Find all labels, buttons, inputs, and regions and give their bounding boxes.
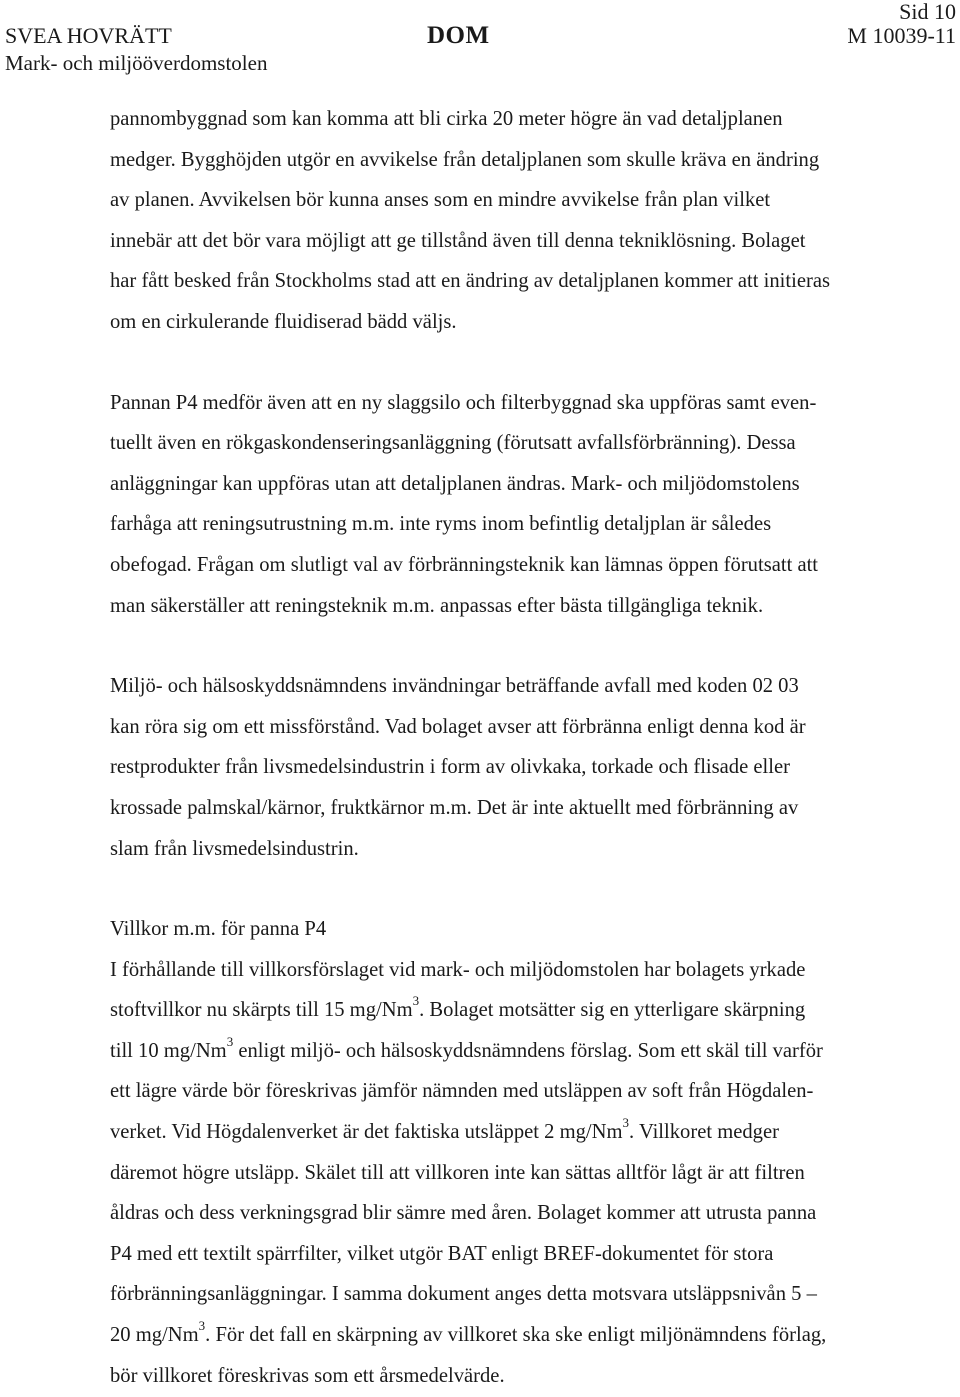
text-line: innebär att det bör vara möjligt att ge tillstånd även till denna tekniklösning. Bolaget [110, 229, 806, 252]
text-line: obefogad. Frågan om slutligt val av förbränningsteknik kan lämnas öppen förutsatt att [110, 553, 819, 576]
text-line: bör villkoret föreskrivas som ett årsmedelvärde. [110, 1364, 505, 1387]
text-line: Miljö- och hälsoskyddsnämndens invändningar beträffande avfall med koden 02 03 [110, 675, 799, 698]
text-line: om en cirkulerande fluidiserad bädd väljs. [110, 310, 457, 333]
text-segment: . Bolaget motsätter sig en ytterligare skärpning [419, 999, 806, 1022]
document-body [110, 99, 936, 1396]
text-line [110, 1031, 936, 1072]
text-line: förbränningsanläggningar. I samma dokument anges detta motsvara utsläppsnivån 5 – [110, 1283, 817, 1306]
text-segment: enligt miljö- och hälsoskyddsnämndens förslag. Som ett skäl till varför [233, 1039, 823, 1062]
document-type: DOM [427, 22, 490, 49]
text-line: man säkerställer att reningsteknik m.m. anpassas efter bästa tillgängliga teknik. [110, 594, 764, 617]
paragraph-gap [110, 626, 936, 666]
superscript: 3 [412, 993, 420, 1009]
section-heading [110, 909, 936, 950]
text-line: Pannan P4 medför även att en ny slaggsilo och filterbyggnad ska uppföras samt even- [110, 391, 817, 414]
text-line: kan röra sig om ett missförstånd. Vad bolaget avser att förbränna enligt denna kod är [110, 715, 806, 738]
court-name: SVEA HOVRÄTT [5, 23, 172, 48]
text-line: I förhållande till villkorsförslaget vid mark- och miljödomstolen har bolagets yrkade [110, 958, 806, 981]
paragraph [110, 383, 936, 627]
paragraph [110, 666, 936, 869]
paragraph-gap [110, 869, 936, 909]
text-line: har fått besked från Stockholms stad att en ändring av detaljplanen kommer att initieras [110, 270, 830, 293]
text-line: däremot högre utsläpp. Skälet till att villkoren inte kan sättas alltför lågt är att filtren [110, 1161, 805, 1184]
page-number: Sid 10 [899, 0, 956, 24]
text-line: pannombyggnad som kan komma att bli cirka 20 meter högre än vad detaljplanen [110, 108, 783, 130]
text-line: anläggningar kan uppföras utan att detaljplanen ändras. Mark- och miljödomstolens [110, 472, 800, 495]
paragraph [110, 99, 936, 343]
text-line [110, 1315, 936, 1356]
superscript: 3 [622, 1115, 630, 1131]
division-name: Mark- och miljööverdomstolen [5, 51, 268, 75]
text-line: tuellt även en rökgaskondenseringsanläggning (förutsatt avfallsförbränning). Dessa [110, 432, 796, 455]
text-line [110, 1112, 936, 1153]
text-segment: . Villkoret medger [629, 1121, 779, 1144]
page-header [0, 0, 960, 80]
text-line: åldras och dess verkningsgrad blir sämre med åren. Bolaget kommer att utrusta panna [110, 1202, 817, 1225]
text-line: av planen. Avvikelsen bör kunna anses som en mindre avvikelse från plan vilket [110, 189, 771, 212]
text-segment: verket. Vid Högdalenverket är det faktiska utsläppet 2 mg/Nm [110, 1121, 623, 1144]
text-segment: till 10 mg/Nm [110, 1039, 227, 1062]
text-line: krossade palmskal/kärnor, fruktkärnor m.m. Det är inte aktuellt med förbränning av [110, 796, 799, 819]
text-segment: . För det fall en skärpning av villkoret ska ske enligt miljönämndens förlag, [205, 1324, 827, 1347]
text-line: P4 med ett textilt spärrfilter, vilket utgör BAT enligt BREF-dokumentet för stora [110, 1242, 774, 1265]
paragraph-gap [110, 343, 936, 383]
text-line: ett lägre värde bör föreskrivas jämför nämnden med utsläppen av soft från Högdalen- [110, 1080, 814, 1103]
text-line [110, 990, 936, 1031]
text-line: slam från livsmedelsindustrin. [110, 837, 359, 860]
text-line: medger. Bygghöjden utgör en avvikelse från detaljplanen som skulle kräva en ändring [110, 148, 820, 171]
case-number: M 10039-11 [847, 23, 956, 48]
text-line: farhåga att reningsutrustning m.m. inte ryms inom befintlig detaljplan är således [110, 513, 772, 536]
text-segment: 20 mg/Nm [110, 1324, 199, 1347]
text-line: restprodukter från livsmedelsindustrin i form av olivkaka, torkade och flisade eller [110, 756, 790, 779]
paragraph [110, 950, 936, 1397]
text-segment: stoftvillkor nu skärpts till 15 mg/Nm [110, 999, 413, 1022]
superscript: 3 [226, 1034, 234, 1050]
superscript: 3 [198, 1318, 206, 1334]
heading-text: Villkor m.m. för panna P4 [110, 918, 327, 941]
